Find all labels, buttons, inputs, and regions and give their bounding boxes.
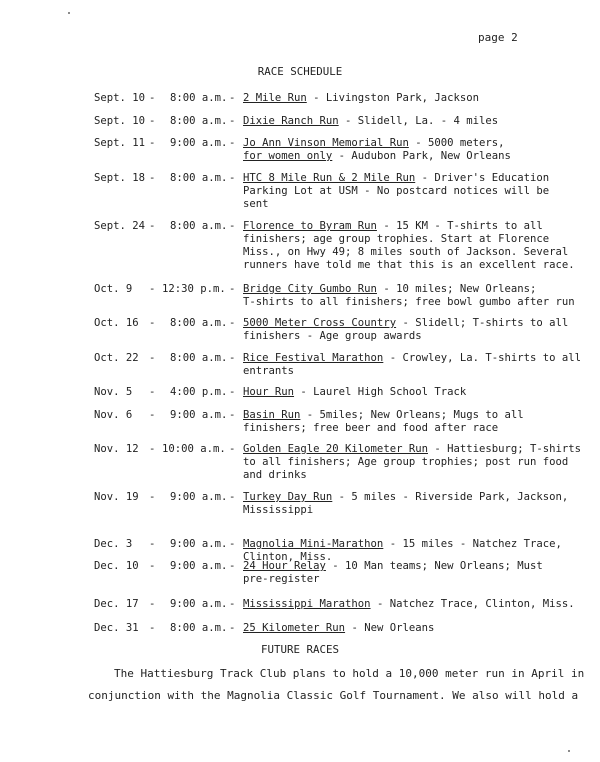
race-name: 24 Hour Relay	[243, 560, 326, 572]
race-details: - 15 miles - Natchez Trace,	[383, 538, 562, 550]
dash-separator: -	[229, 491, 236, 503]
race-time: 9:00 a.m.	[170, 137, 228, 149]
race-name: Turkey Day Run	[243, 491, 333, 503]
race-time: 9:00 a.m.	[170, 409, 228, 421]
race-date: Sept. 24	[94, 220, 146, 232]
description-line: pre-register	[243, 573, 320, 585]
race-date: Dec. 3	[94, 538, 133, 550]
race-date: Nov. 6	[94, 409, 133, 421]
race-details: - 10 Man teams; New Orleans; Must	[325, 560, 543, 572]
race-description	[243, 409, 563, 435]
dash-separator: -	[149, 283, 156, 295]
race-date: Oct. 16	[94, 317, 139, 329]
dash-separator: -	[149, 443, 156, 455]
dash-separator: -	[229, 220, 236, 232]
dash-separator: -	[149, 115, 156, 127]
race-description	[243, 115, 563, 128]
race-name: HTC 8 Mile Run & 2 Mile Run	[243, 172, 416, 184]
description-line: T-shirts to all finishers; free bowl gumbo after run	[243, 296, 575, 308]
race-description	[243, 443, 582, 482]
dash-separator: -	[149, 352, 156, 364]
dash-separator: -	[229, 352, 236, 364]
race-time: 8:00 a.m.	[170, 352, 228, 364]
description-line: Mississippi	[243, 504, 314, 516]
description-line: Miss., on Hwy 49; 8 miles south of Jackson. Several	[243, 246, 569, 258]
race-name: Jo Ann Vinson Memorial Run	[243, 137, 409, 149]
dash-separator: -	[149, 172, 156, 184]
dash-separator: -	[149, 92, 156, 104]
race-details: - Laurel High School Track	[294, 386, 467, 398]
description-line	[243, 598, 575, 611]
race-details: - Hattiesburg; T-shirts	[427, 443, 582, 455]
description-line	[243, 491, 569, 504]
race-name: 2 Mile Run	[243, 92, 307, 104]
description-line	[243, 283, 563, 296]
race-name: Florence to Byram Run	[243, 220, 377, 232]
description-line: finishers; age group trophies. Start at Florence	[243, 233, 550, 245]
dash-separator: -	[229, 317, 236, 329]
race-description	[243, 386, 563, 399]
dash-separator: -	[149, 220, 156, 232]
dash-separator: -	[229, 92, 236, 104]
race-description	[243, 172, 563, 211]
race-name: 25 Kilometer Run	[243, 622, 346, 634]
description-line: Parking Lot at USM - No postcard notices will be	[243, 185, 550, 197]
description-line: to all finishers; Age group trophies; post run food	[243, 456, 569, 468]
race-time: 9:00 a.m.	[170, 538, 228, 550]
dash-separator: -	[229, 560, 236, 572]
race-description	[243, 283, 575, 309]
dash-separator: -	[149, 491, 156, 503]
race-date: Dec. 17	[94, 598, 139, 610]
dash-separator: -	[149, 409, 156, 421]
race-time: 8:00 a.m.	[170, 92, 228, 104]
race-details: - Natchez Trace, Clinton, Miss.	[370, 598, 575, 610]
race-name: Rice Festival Marathon	[243, 352, 384, 364]
description-line	[243, 386, 563, 399]
dash-separator: -	[149, 598, 156, 610]
dash-separator: -	[229, 283, 236, 295]
race-details: - Audubon Park, New Orleans	[332, 150, 511, 162]
description-line	[243, 172, 563, 185]
race-details: - 5miles; New Orleans; Mugs to all	[300, 409, 524, 421]
race-details: - Livingston Park, Jackson	[306, 92, 479, 104]
description-line	[243, 622, 563, 635]
scan-speck	[568, 750, 570, 752]
future-races-heading: FUTURE RACES	[260, 643, 339, 656]
race-details: - New Orleans	[345, 622, 435, 634]
dash-separator: -	[229, 622, 236, 634]
dash-separator: -	[229, 443, 236, 455]
race-time: 8:00 a.m.	[170, 115, 228, 127]
race-details: - 5 miles - Riverside Park, Jackson,	[332, 491, 569, 503]
race-description	[243, 491, 569, 517]
description-line: Clinton, Miss.	[243, 551, 333, 563]
race-name: Basin Run	[243, 409, 301, 421]
dash-separator: -	[229, 538, 236, 550]
race-time: 9:00 a.m.	[170, 491, 228, 503]
race-name: Mississippi Marathon	[243, 598, 371, 610]
race-details: - Slidell, La. - 4 miles	[338, 115, 499, 127]
race-time: 8:00 a.m.	[170, 317, 228, 329]
race-description	[243, 560, 563, 586]
race-date: Sept. 10	[94, 92, 146, 104]
race-details: - 10 miles; New Orleans;	[376, 283, 537, 295]
race-date: Oct. 9	[94, 283, 133, 295]
race-description	[243, 352, 582, 378]
race-details: - Slidell; T-shirts to all	[396, 317, 569, 329]
race-time: 8:00 a.m.	[170, 172, 228, 184]
page-number: page 2	[478, 31, 518, 44]
race-name: Bridge City Gumbo Run	[243, 283, 377, 295]
dash-separator: -	[149, 386, 156, 398]
race-date: Sept. 11	[94, 137, 146, 149]
description-line	[243, 220, 563, 233]
race-time: 12:30 p.m.	[162, 283, 226, 295]
description-line: and drinks	[243, 469, 307, 481]
race-time: 9:00 a.m.	[170, 560, 228, 572]
description-line: runners have told me that this is an excellent race.	[243, 259, 575, 271]
description-line	[243, 443, 582, 456]
description-line	[243, 150, 563, 163]
dash-separator: -	[149, 538, 156, 550]
dash-separator: -	[229, 137, 236, 149]
description-line	[243, 409, 563, 422]
description-line	[243, 92, 563, 105]
race-description	[243, 317, 569, 343]
race-time: 8:00 a.m.	[170, 622, 228, 634]
race-details: - Crowley, La. T-shirts to all	[383, 352, 582, 364]
future-races-paragraph	[88, 663, 585, 707]
dash-separator: -	[149, 137, 156, 149]
race-date: Dec. 10	[94, 560, 139, 572]
race-date: Sept. 18	[94, 172, 146, 184]
race-name: Dixie Ranch Run	[243, 115, 339, 127]
description-line	[243, 115, 563, 128]
race-time: 8:00 a.m.	[170, 220, 228, 232]
race-name: Magnolia Mini-Marathon	[243, 538, 384, 550]
race-date: Dec. 31	[94, 622, 139, 634]
race-time: 4:00 p.m.	[170, 386, 228, 398]
dash-separator: -	[229, 172, 236, 184]
dash-separator: -	[229, 115, 236, 127]
dash-separator: -	[149, 560, 156, 572]
description-line: sent	[243, 198, 269, 210]
dash-separator: -	[149, 622, 156, 634]
race-details: - 15 KM - T-shirts to all	[376, 220, 543, 232]
description-line: entrants	[243, 365, 295, 377]
scan-speck	[68, 12, 70, 14]
race-time: 10:00 a.m.	[162, 443, 226, 455]
race-date: Sept. 10	[94, 115, 146, 127]
race-description	[243, 137, 563, 163]
race-name-continued: for women only	[243, 150, 333, 162]
race-date: Nov. 12	[94, 443, 139, 455]
schedule-heading: RACE SCHEDULE	[257, 65, 343, 78]
dash-separator: -	[149, 317, 156, 329]
paragraph-line: conjunction with the Magnolia Classic Golf Tournament. We also will hold a	[88, 689, 579, 702]
paragraph-line: The Hattiesburg Track Club plans to hold a 10,000 meter run in April in	[114, 667, 585, 680]
race-description	[243, 92, 563, 105]
race-description	[243, 622, 563, 635]
dash-separator: -	[229, 598, 236, 610]
race-time: 9:00 a.m.	[170, 598, 228, 610]
race-description	[243, 598, 575, 611]
description-line	[243, 137, 563, 150]
description-line	[243, 317, 569, 330]
description-line: finishers - Age group awards	[243, 330, 422, 342]
description-line	[243, 560, 563, 573]
race-description	[243, 220, 575, 272]
race-details: - 5000 meters,	[408, 137, 505, 149]
race-name: 5000 Meter Cross Country	[243, 317, 397, 329]
race-name: Hour Run	[243, 386, 295, 398]
dash-separator: -	[229, 386, 236, 398]
dash-separator: -	[229, 409, 236, 421]
description-line	[243, 538, 563, 551]
description-line: finishers; free beer and food after race	[243, 422, 499, 434]
race-date: Oct. 22	[94, 352, 139, 364]
race-date: Nov. 19	[94, 491, 139, 503]
race-date: Nov. 5	[94, 386, 133, 398]
race-name: Golden Eagle 20 Kilometer Run	[243, 443, 428, 455]
race-details: - Driver's Education	[415, 172, 550, 184]
description-line	[243, 352, 582, 365]
